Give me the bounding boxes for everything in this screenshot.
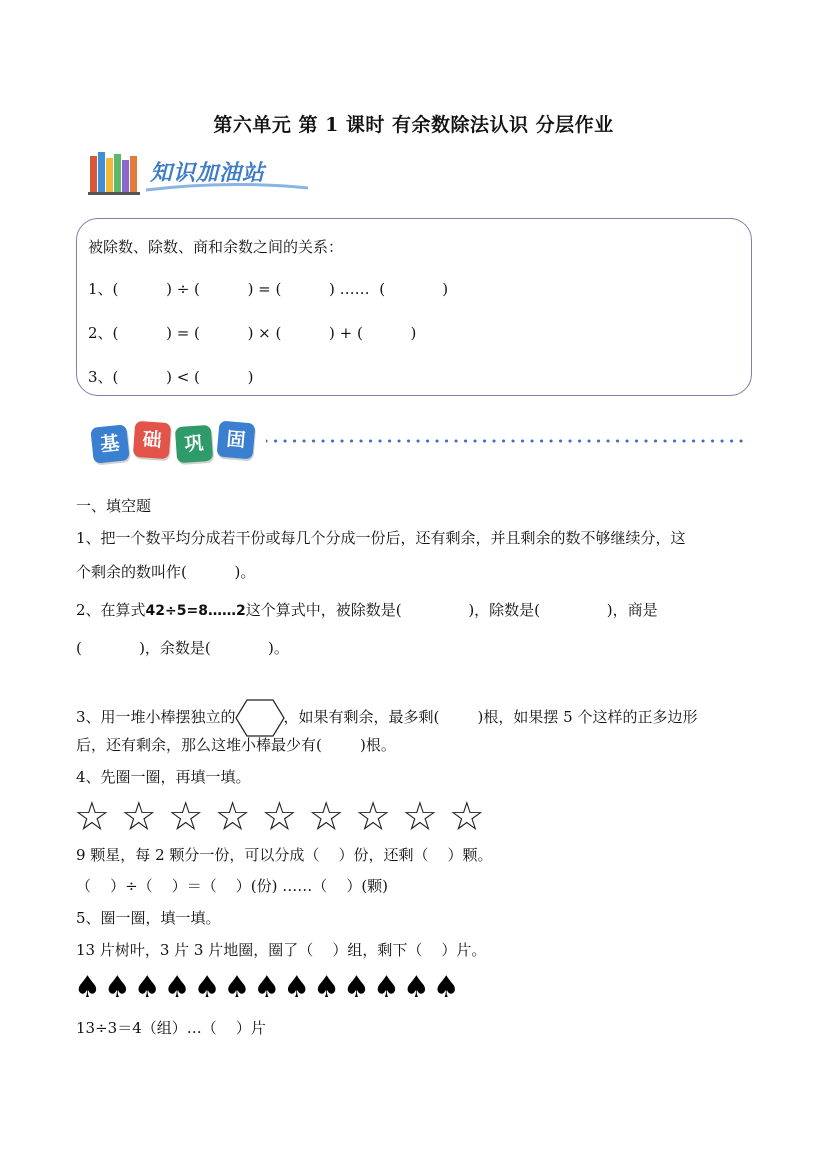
section-fill-in: 一、填空题 <box>76 497 152 515</box>
leaf-row: ♠♠♠♠♠♠♠♠♠♠♠♠♠ <box>74 970 463 1005</box>
q3-rest: ，如果有剩余，最多剩( )根，如果摆 5 个这样的正多边形 <box>283 708 698 726</box>
formula-check: 2、( ) = ( ) × ( ) + ( ) <box>88 324 417 342</box>
dotted-divider <box>266 436 746 446</box>
q2-rest: 这个算式中，被除数是( )，除数是( )，商是 <box>245 601 658 619</box>
formula-division: 1、( ) ÷ ( ) = ( ) …… ( ) <box>88 280 449 298</box>
q1-line2: 个剩余的数叫作( )。 <box>76 563 256 581</box>
star-row: ☆☆☆☆☆☆☆☆☆ <box>74 794 496 840</box>
basic-tile-3: 巩 <box>175 425 213 463</box>
q3-line2: 后，还有剩余，那么这堆小棒最少有( )根。 <box>76 736 396 754</box>
relation-intro: 被除数、除数、商和余数之间的关系： <box>88 238 344 256</box>
q4-label: 4、先圈一圈，再填一填。 <box>76 768 251 786</box>
formula-remainder: 3、( ) < ( ) <box>88 368 254 386</box>
q3-prefix: 3、用一堆小棒摆独立的 <box>76 708 236 726</box>
page-title: 第六单元 第 1 课时 有余数除法认识 分层作业 <box>213 114 614 136</box>
q2-equation: 42÷5=8……2 <box>145 603 246 619</box>
basic-tile-1: 基 <box>90 424 130 464</box>
q5-label: 5、圈一圈，填一填。 <box>76 909 221 927</box>
hexagon-icon <box>234 698 286 738</box>
q2-line1 <box>76 600 658 621</box>
q4-text2: （ ）÷（ ）＝（ ）(份) ……（ ）(颗) <box>76 877 389 895</box>
knowledge-banner-title: 知识加油站 <box>150 161 266 186</box>
q4-text1: 9 颗星，每 2 颗分一份，可以分成（ ）份，还剩（ ）颗。 <box>76 846 493 864</box>
q1-line1: 1、把一个数平均分成若干份或每几个分成一份后，还有剩余，并且剩余的数不够继续分，这 <box>76 529 686 547</box>
q2-prefix: 2、在算式 <box>76 601 146 619</box>
basic-tile-2: 础 <box>133 421 171 459</box>
q2-line2: ( )，余数是( )。 <box>76 639 289 657</box>
q5-text2: 13÷3＝4（组）…（ ）片 <box>76 1019 266 1037</box>
basic-tile-4: 固 <box>216 420 255 459</box>
basic-banner <box>88 418 748 470</box>
q5-text1: 13 片树叶，3 片 3 片地圈，圈了（ ）组，剩下（ ）片。 <box>76 941 487 959</box>
q3-line1 <box>76 698 697 738</box>
